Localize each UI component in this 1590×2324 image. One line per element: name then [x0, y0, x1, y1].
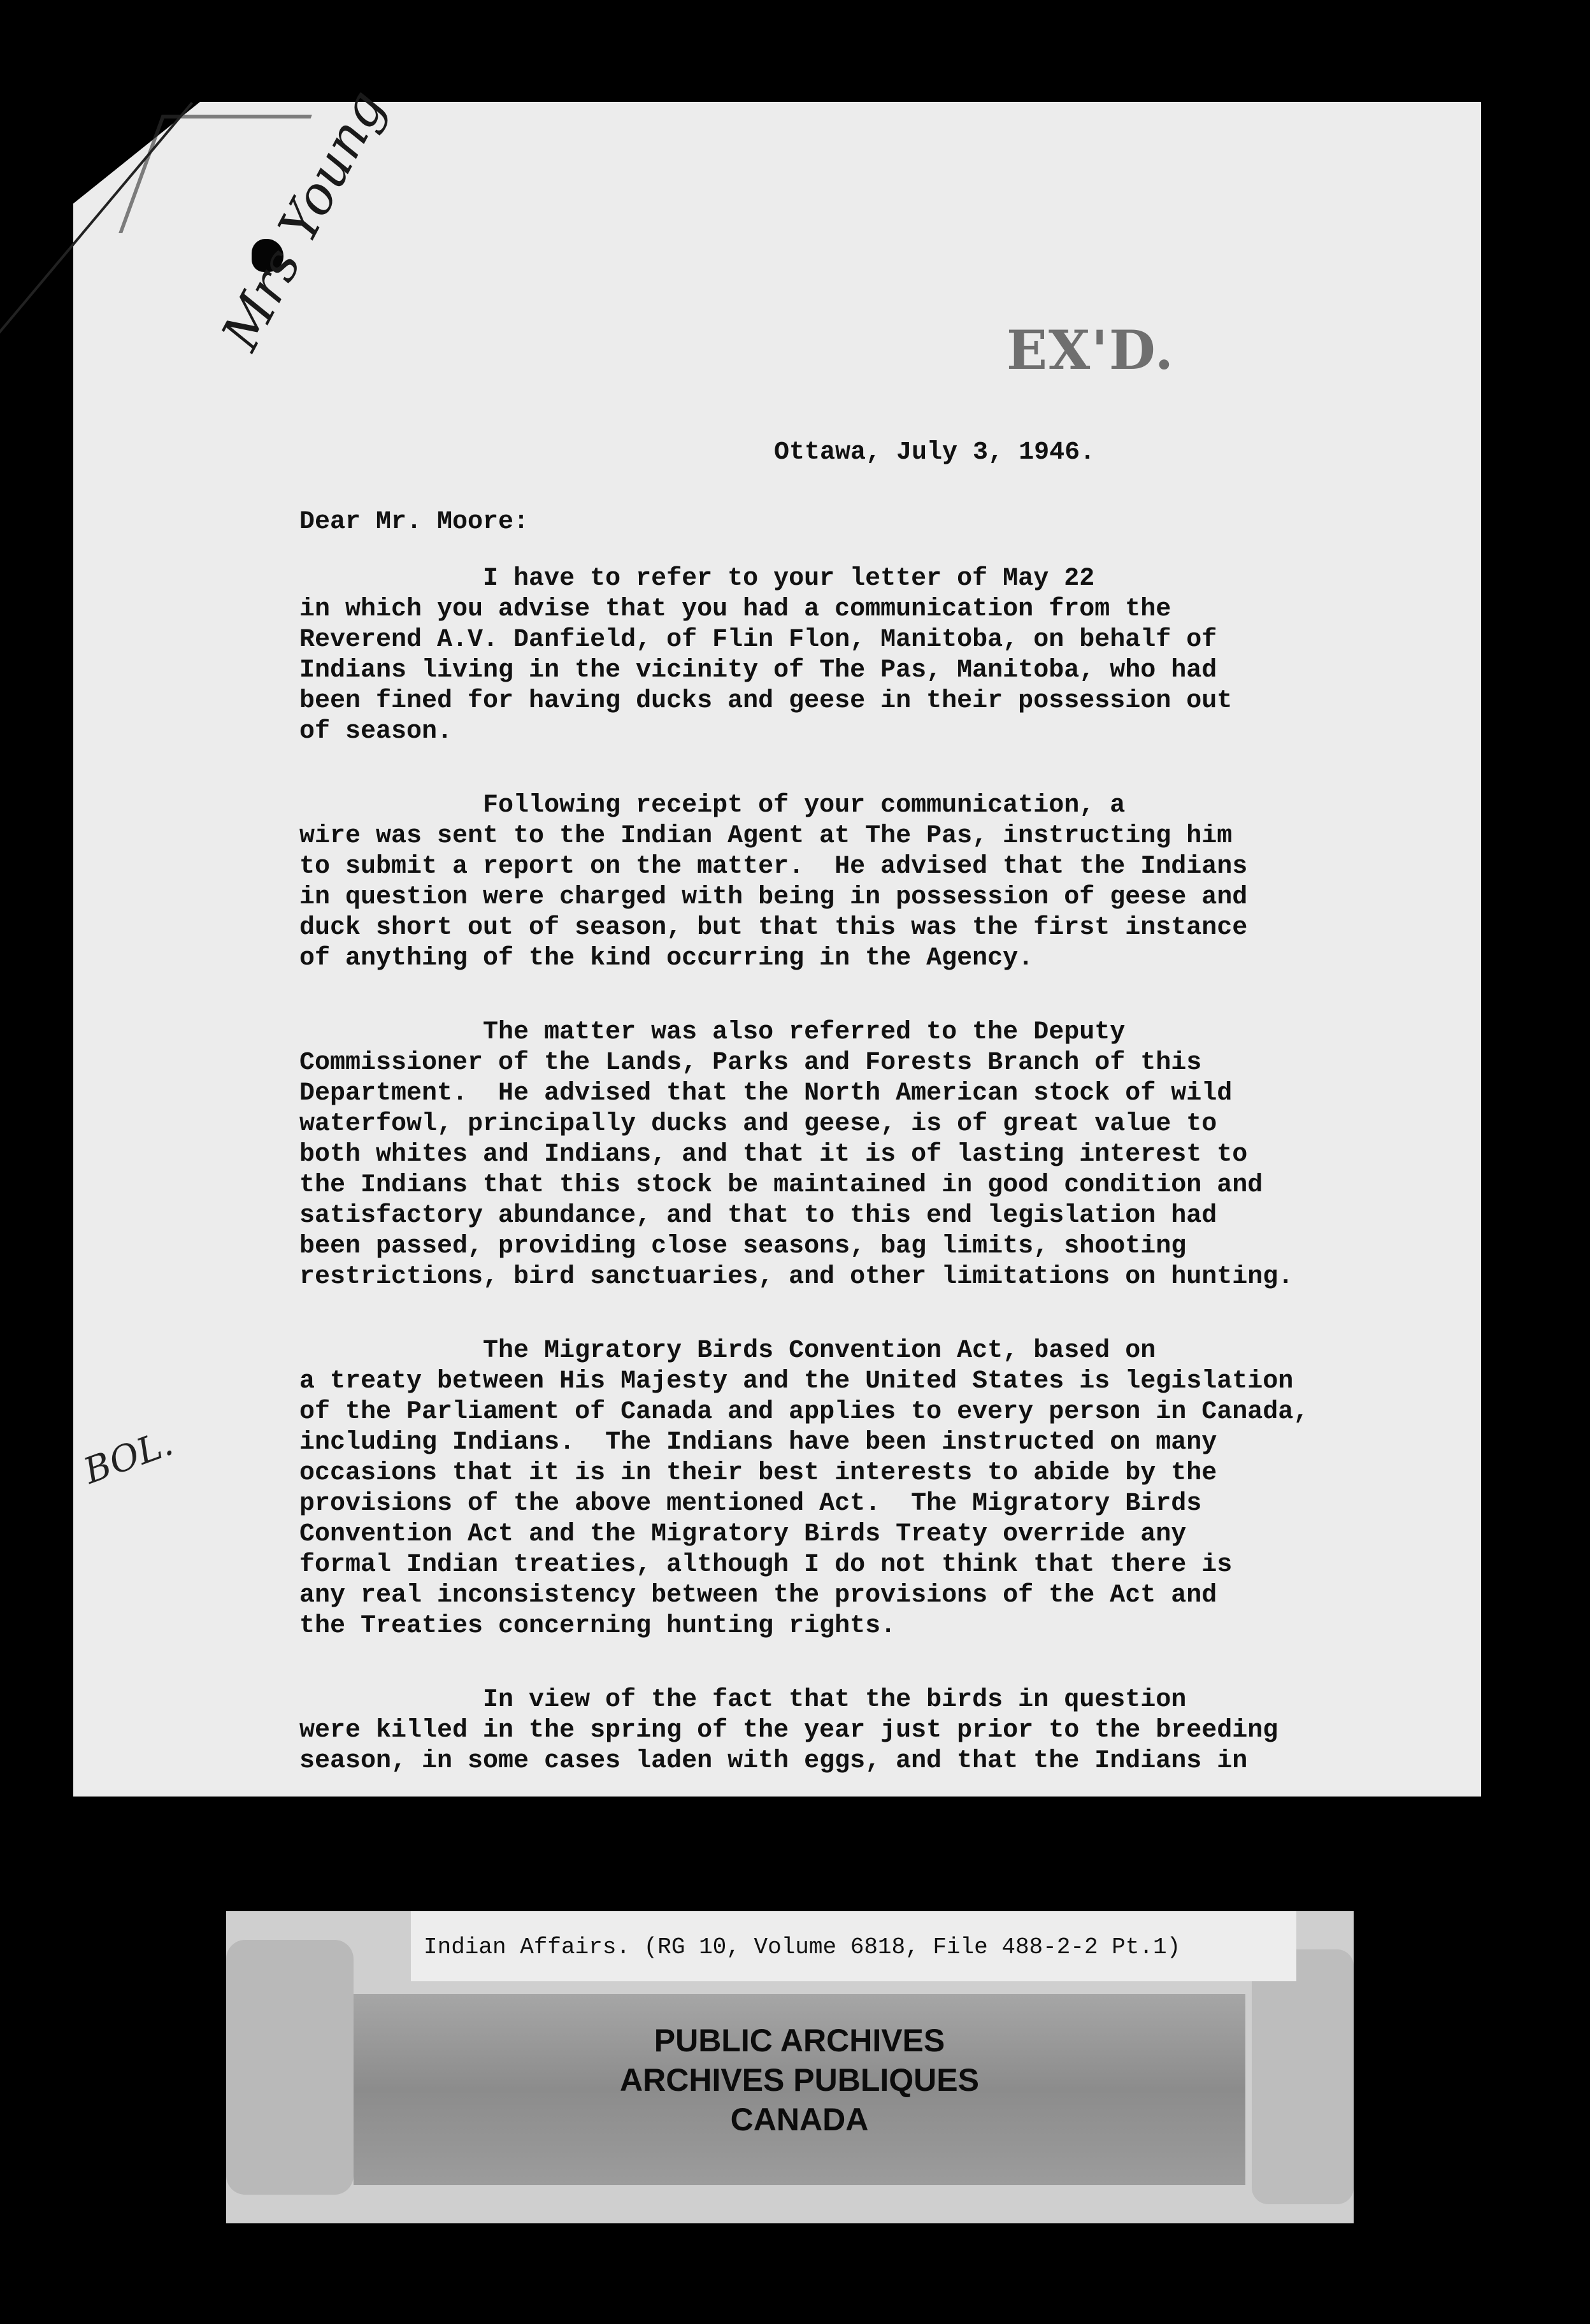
letter-paragraph	[299, 1685, 1497, 1777]
letter-paragraph	[299, 564, 1497, 747]
letter-line: Following receipt of your communication, a	[299, 791, 1126, 820]
letter-line: restrictions, bird sanctuaries, and other limitations on hunting.	[299, 1263, 1294, 1291]
letter-line: in which you advise that you had a communication from the	[299, 595, 1171, 624]
letter-line: Convention Act and the Migratory Birds Treaty override any	[299, 1520, 1187, 1549]
letter-salutation: Dear Mr. Moore:	[299, 508, 529, 536]
letter-line: formal Indian treaties, although I do not think that there is	[299, 1551, 1233, 1579]
letter-line: in question were charged with being in possession of geese and	[299, 883, 1248, 912]
exd-stamp: EX'D.	[1006, 319, 1175, 382]
letter-line: of anything of the kind occurring in the Agency.	[299, 944, 1034, 973]
letter-line: duck short out of season, but that this was the first instance	[299, 914, 1248, 942]
archive-tape	[354, 1994, 1245, 2185]
letter-line: a treaty between His Majesty and the United States is legislation	[299, 1367, 1294, 1396]
letter-line: the Treaties concerning hunting rights.	[299, 1612, 896, 1640]
letter-line: including Indians. The Indians have been instructed on many	[299, 1428, 1217, 1457]
letter-line: waterfowl, principally ducks and geese, is of great value to	[299, 1110, 1217, 1138]
handwritten-initials: BOL.	[78, 1422, 178, 1493]
letter-line: occasions that it is in their best interests to abide by the	[299, 1459, 1217, 1488]
letter-paragraph	[299, 1336, 1497, 1642]
letter-line: provisions of the above mentioned Act. The Migratory Birds	[299, 1489, 1202, 1518]
letter-line: Indians living in the vicinity of The Pas, Manitoba, who had	[299, 656, 1217, 685]
archive-stamp-line: ARCHIVES PUBLIQUES	[620, 2062, 979, 2098]
letter-line: In view of the fact that the birds in question	[299, 1686, 1187, 1714]
letter-paragraph	[299, 791, 1497, 974]
handwritten-note: Mrs Young	[210, 80, 398, 360]
letter-body	[299, 564, 1497, 1820]
letter-line: were killed in the spring of the year just prior to the breeding	[299, 1716, 1278, 1745]
archive-stamp-line: PUBLIC ARCHIVES	[654, 2023, 945, 2058]
letter-line: any real inconsistency between the provisions of the Act and	[299, 1581, 1217, 1610]
letter-line: both whites and Indians, and that it is of lasting interest to	[299, 1140, 1248, 1169]
letter-paragraph	[299, 1017, 1497, 1293]
letter-line: Department. He advised that the North American stock of wild	[299, 1079, 1233, 1108]
letter-line: of the Parliament of Canada and applies to every person in Canada,	[299, 1398, 1309, 1426]
archive-stamp	[513, 2021, 1086, 2139]
letter-line: the Indians that this stock be maintained in good condition and	[299, 1171, 1263, 1200]
archive-label-strip	[226, 1911, 1354, 2223]
film-tab-right	[1252, 1949, 1354, 2204]
letter-line: Reverend A.V. Danfield, of Flin Flon, Manitoba, on behalf of	[299, 626, 1217, 654]
letter-line: satisfactory abundance, and that to this end legislation had	[299, 1201, 1217, 1230]
letter-line: The matter was also referred to the Deputy	[299, 1018, 1126, 1047]
letter-line: been passed, providing close seasons, bag limits, shooting	[299, 1232, 1187, 1261]
reference-card	[411, 1911, 1296, 1981]
archive-reference: Indian Affairs. (RG 10, Volume 6818, File 488-2-2 Pt.1)	[424, 1934, 1181, 1960]
letter-line: to submit a report on the matter. He advised that the Indians	[299, 852, 1248, 881]
letter-line: of season.	[299, 717, 453, 746]
letter-line: Commissioner of the Lands, Parks and Forests Branch of this	[299, 1049, 1202, 1077]
archive-stamp-line: CANADA	[730, 2102, 869, 2137]
film-tab-left	[226, 1940, 354, 2195]
letter-line: been fined for having ducks and geese in their possession out	[299, 687, 1233, 715]
letter-line: wire was sent to the Indian Agent at The Pas, instructing him	[299, 822, 1233, 850]
letter-line: I have to refer to your letter of May 22	[299, 564, 1095, 593]
letter-line: The Migratory Birds Convention Act, based on	[299, 1337, 1156, 1365]
letter-dateline: Ottawa, July 3, 1946.	[774, 438, 1096, 467]
letter-line: season, in some cases laden with eggs, and that the Indians in	[299, 1747, 1248, 1775]
